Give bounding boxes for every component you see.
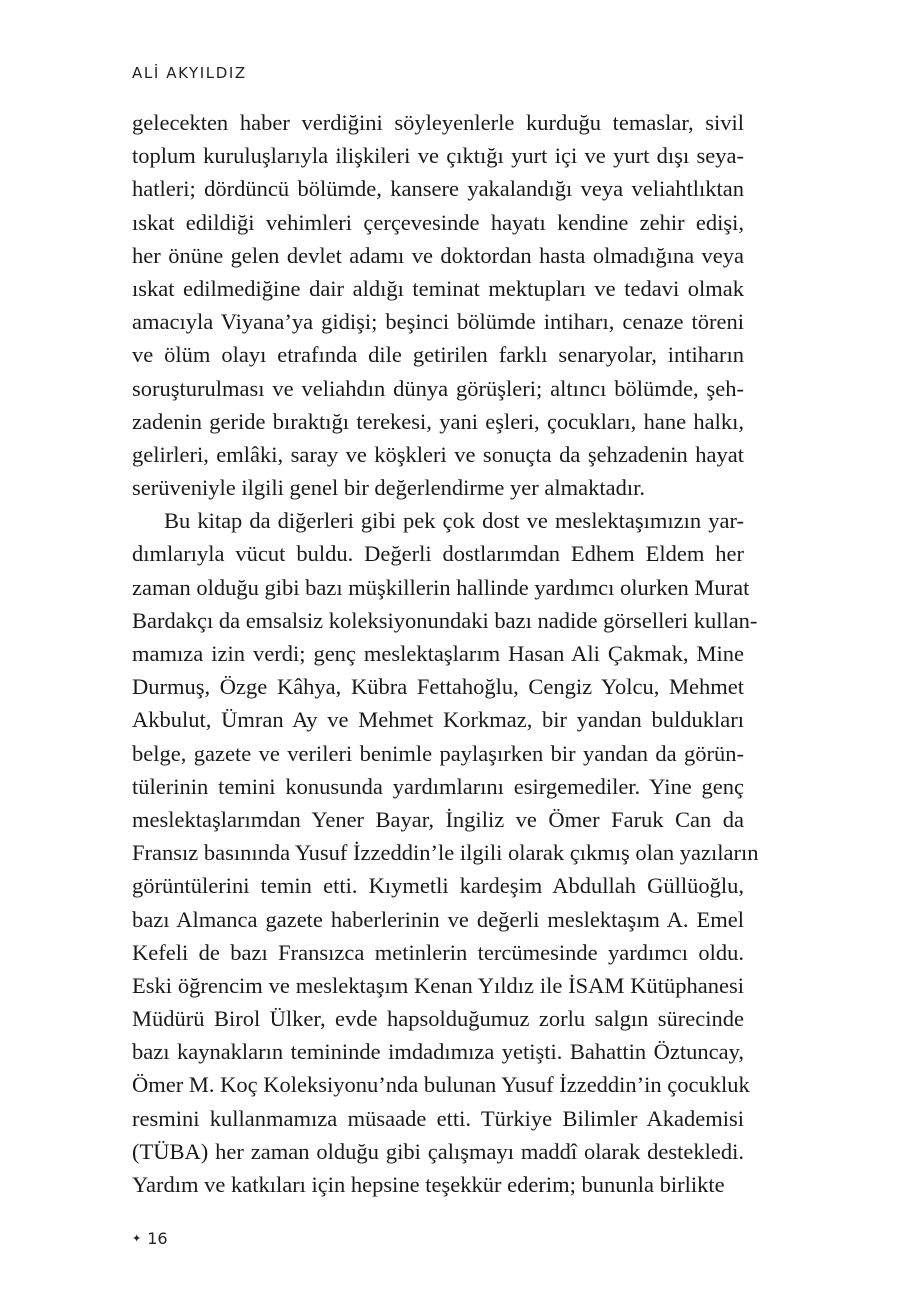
paragraph xyxy=(132,504,759,1201)
text-line: Fransız basınında Yusuf İzzeddin’le ilgili olarak çıkmış olan yazıların xyxy=(132,840,759,866)
text-line: Akbulut, Ümran Ay ve Mehmet Korkmaz, bir yandan buldukları xyxy=(132,707,744,733)
text-line: toplum kuruluşlarıyla ilişkileri ve çıktığı yurt içi ve yurt dışı seya- xyxy=(132,143,744,169)
text-line: Ömer M. Koç Koleksiyonu’nda bulunan Yusuf İzzeddin’in çocukluk xyxy=(132,1072,750,1098)
folio xyxy=(132,1229,168,1248)
text-line: Durmuş, Özge Kâhya, Kübra Fettahoğlu, Cengiz Yolcu, Mehmet xyxy=(132,674,744,700)
body-text xyxy=(132,106,759,1201)
text-line: serüveniyle ilgili genel bir değerlendirme yer almaktadır. xyxy=(132,475,645,501)
text-line: Bardakçı da emsalsiz koleksiyonundaki bazı nadide görselleri kullan- xyxy=(132,607,758,633)
text-line: hatleri; dördüncü bölümde, kansere yakalandığı veya veliahtlıktan xyxy=(132,176,744,202)
text-line: soruşturulması ve veliahdın dünya görüşleri; altıncı bölümde, şeh- xyxy=(132,375,744,401)
text-line: gelecekten haber verdiğini söyleyenlerle kurduğu temaslar, sivil xyxy=(132,110,744,135)
folio-mark-icon: ✦ xyxy=(132,1232,142,1245)
text-line: belge, gazete ve verileri benimle paylaşırken bir yandan da görün- xyxy=(132,740,744,766)
text-line: zaman olduğu gibi bazı müşkillerin hallinde yardımcı olurken Murat xyxy=(132,574,750,600)
text-line: Kefeli de bazı Fransızca metinlerin tercümesinde yardımcı oldu. xyxy=(132,939,744,965)
text-line: resmini kullanmamıza müsaade etti. Türkiye Bilimler Akademisi xyxy=(132,1105,744,1131)
text-line: Müdürü Birol Ülker, evde hapsolduğumuz zorlu salgın sürecinde xyxy=(132,1006,744,1032)
text-line: ve ölüm olayı etrafında dile getirilen farklı senaryolar, intiharın xyxy=(132,342,744,368)
text-line: amacıyla Viyana’ya gidişi; beşinci bölümde intiharı, cenaze töreni xyxy=(132,309,744,335)
text-line: zadenin geride bıraktığı terekesi, yani eşleri, çocukları, hane halkı, xyxy=(132,408,744,434)
text-line: mamıza izin verdi; genç meslektaşlarım Hasan Ali Çakmak, Mine xyxy=(132,641,744,666)
text-line: bazı Almanca gazete haberlerinin ve değerli meslektaşım A. Emel xyxy=(132,906,744,932)
text-line: her önüne gelen devlet adamı ve doktordan hasta olmadığına veya xyxy=(132,242,744,268)
page-number: 16 xyxy=(147,1229,168,1248)
text-line: (TÜBA) her zaman olduğu gibi çalışmayı maddî olarak destekledi. xyxy=(132,1138,744,1164)
text-line: görüntülerini temin etti. Kıymetli kardeşim Abdullah Güllüoğlu, xyxy=(132,873,744,899)
paragraph-container xyxy=(132,106,759,1201)
paragraph xyxy=(132,106,744,504)
text-line: ıskat edildiği vehimleri çerçevesinde hayatı kendine zehir edişi, xyxy=(132,209,744,235)
text-line: Eski öğrencim ve meslektaşım Kenan Yıldız ile İSAM Kütüphanesi xyxy=(132,972,744,998)
text-line: gelirleri, emlâki, saray ve köşkleri ve sonuçta da şehzadenin hayat xyxy=(132,441,744,467)
running-head: ALİ AKYILDIZ xyxy=(132,64,247,82)
text-line: bazı kaynakların temininde imdadımıza yetişti. Bahattin Öztuncay, xyxy=(132,1039,744,1065)
text-line: Bu kitap da diğerleri gibi pek çok dost ve meslektaşımızın yar- xyxy=(164,508,744,534)
text-line: tülerinin temini konusunda yardımlarını esirgemediler. Yine genç xyxy=(132,773,744,799)
text-line: ıskat edilmediğine dair aldığı teminat mektupları ve tedavi olmak xyxy=(132,275,744,301)
text-line: dımlarıyla vücut buldu. Değerli dostlarımdan Edhem Eldem her xyxy=(132,541,744,567)
text-line: Yardım ve katkıları için hepsine teşekkür ederim; bununla birlikte xyxy=(132,1172,725,1197)
text-line: meslektaşlarımdan Yener Bayar, İngiliz ve Ömer Faruk Can da xyxy=(132,806,744,832)
